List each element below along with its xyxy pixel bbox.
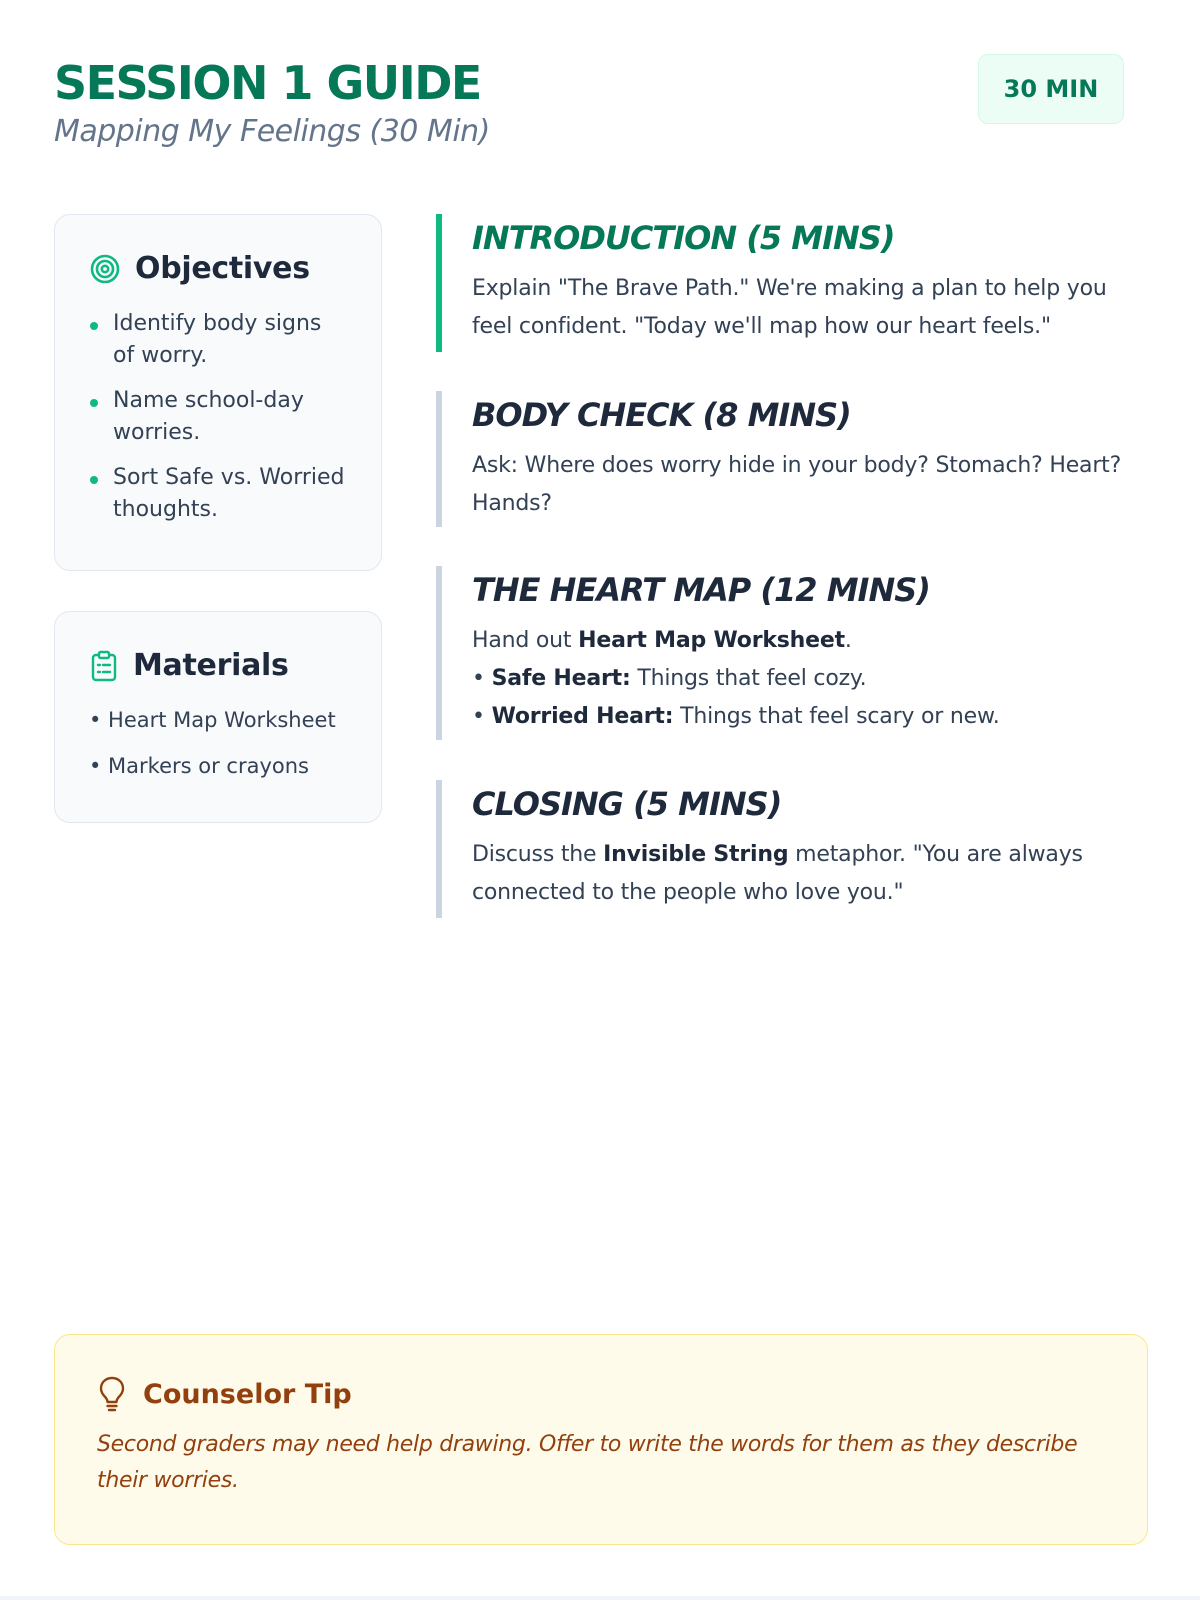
bullet-text: Things that feel cozy.	[630, 666, 867, 691]
page-subtitle: Mapping My Feelings (30 Min)	[54, 114, 490, 149]
step-title: CLOSING (5 MINS)	[472, 785, 782, 823]
objectives-title: Objectives	[135, 251, 310, 286]
bullet-text: Things that feel scary or new.	[673, 704, 1000, 729]
bullet-label: Safe Heart:	[491, 666, 631, 691]
target-icon	[89, 253, 121, 285]
closing-text: Discuss the	[472, 842, 604, 867]
worksheet-name: Heart Map Worksheet	[578, 628, 845, 653]
heart-map-bullet	[472, 698, 1136, 736]
page-edge	[0, 1596, 1200, 1600]
materials-card	[54, 611, 382, 823]
lightbulb-icon	[97, 1375, 127, 1413]
step-body: Explain "The Brave Path." We're making a plan to help you feel confident. "Today we'll map how our heart feels."	[472, 276, 1107, 339]
tip-header	[97, 1375, 1105, 1413]
heart-map-intro	[472, 622, 1136, 660]
step-title: INTRODUCTION (5 MINS)	[472, 219, 895, 257]
objective-item: Identify body signs of worry.	[89, 308, 347, 372]
materials-header	[89, 648, 347, 683]
materials-title: Materials	[133, 648, 289, 683]
objective-item: Name school-day worries.	[89, 385, 347, 449]
bullet-label: Worried Heart:	[491, 704, 674, 729]
header	[54, 54, 1124, 164]
objectives-list	[89, 308, 347, 526]
step-closing	[436, 780, 1136, 918]
intro-text: Hand out	[472, 628, 579, 653]
step-body: Ask: Where does worry hide in your body? Stomach? Heart? Hands?	[472, 453, 1122, 516]
tip-text: Second graders may need help drawing. Offer to write the words for them as they describe their worries.	[97, 1432, 1078, 1493]
counselor-tip	[54, 1334, 1148, 1545]
objectives-card	[54, 214, 382, 571]
step-body	[472, 836, 1136, 912]
bullet-glyph: •	[472, 704, 492, 729]
page-title: SESSION 1 GUIDE	[54, 56, 481, 110]
step-body	[472, 622, 1136, 736]
material-item: • Markers or crayons	[89, 754, 309, 778]
step-title: THE HEART MAP (12 MINS)	[472, 571, 930, 609]
heart-map-bullet	[472, 660, 1136, 698]
metaphor-name: Invisible String	[603, 842, 789, 867]
clipboard-icon	[89, 650, 119, 682]
step-body-check	[436, 391, 1136, 527]
objective-item: Sort Safe vs. Worried thoughts.	[89, 462, 347, 526]
step-title: BODY CHECK (8 MINS)	[472, 396, 851, 434]
intro-end: .	[844, 628, 852, 653]
material-item: • Heart Map Worksheet	[89, 708, 336, 732]
step-heart-map	[436, 566, 1136, 740]
time-badge: 30 MIN	[978, 54, 1124, 124]
bullet-glyph: •	[472, 666, 492, 691]
closing-quote: metaphor. "You are always connected to the people who love you."	[472, 842, 1083, 905]
tip-title: Counselor Tip	[143, 1378, 352, 1410]
step-introduction	[436, 214, 1136, 352]
objectives-header	[89, 251, 347, 286]
